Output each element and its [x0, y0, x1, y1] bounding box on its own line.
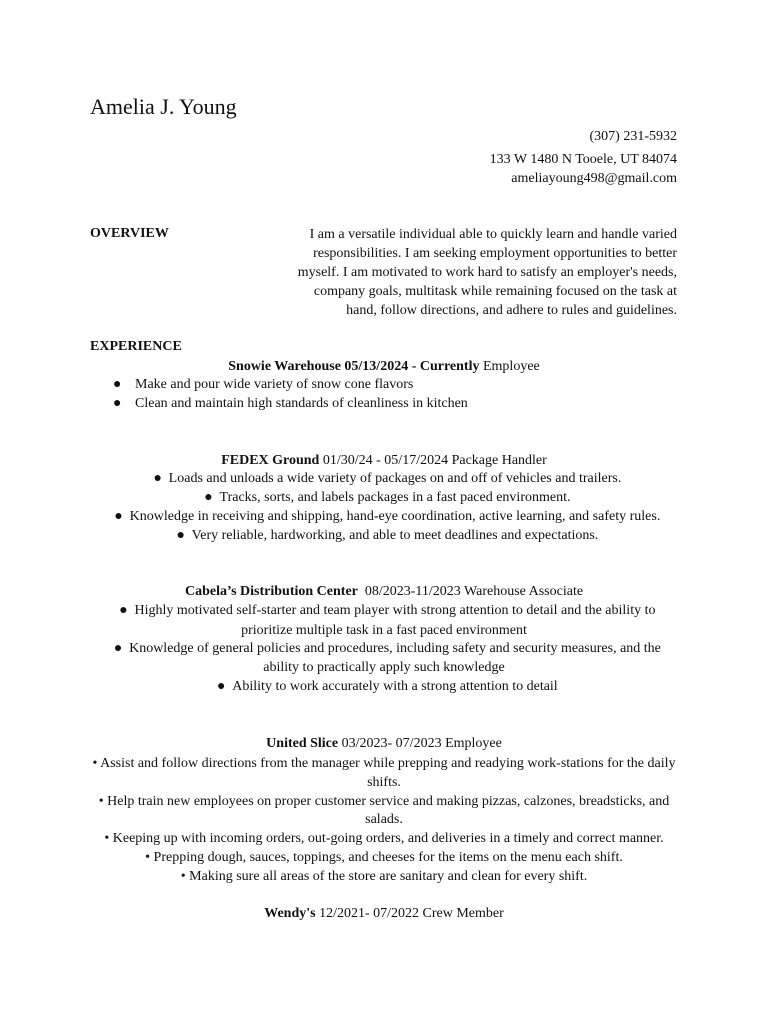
job-title-line: [90, 905, 678, 923]
employer-name: United Slice: [266, 736, 339, 751]
phone-number: (307) 231-5932: [589, 129, 677, 144]
job-bullet: [113, 395, 468, 413]
job-bullet-continuation: ability to practically apply such knowledge: [263, 660, 505, 675]
overview-text: [290, 225, 677, 320]
bullet-text: Knowledge of general policies and procedures, including safety and security measures, and the: [129, 641, 661, 656]
bullet-text: Clean and maintain high standards of cleanliness in kitchen: [135, 396, 468, 411]
applicant-name: Amelia J. Young: [90, 94, 237, 119]
experience-heading: EXPERIENCE: [90, 339, 182, 354]
job-bullet-continuation: salads.: [365, 812, 403, 827]
bullet-icon: ●: [176, 528, 185, 543]
bullet-text: Loads and unloads a wide variety of packages on and off of vehicles and trailers.: [168, 471, 622, 486]
job-bullet: • Making sure all areas of the store are sanitary and clean for every shift.: [180, 869, 588, 884]
bullet-icon: ●: [204, 490, 213, 505]
job-bullet-continuation: prioritize multiple task in a fast paced environment: [241, 623, 527, 638]
bullet-text: Tracks, sorts, and labels packages in a fast paced environment.: [219, 490, 571, 505]
address: 133 W 1480 N Tooele, UT 84074: [489, 152, 677, 167]
overview-line: hand, follow directions, and adhere to rules and guidelines.: [346, 303, 677, 318]
bullet-text: Very reliable, hardworking, and able to meet deadlines and expectations.: [191, 528, 599, 543]
bullet-icon: ●: [113, 396, 122, 411]
job-title-line: [90, 452, 678, 470]
bullet-icon: ●: [119, 603, 128, 618]
employer-name: Cabela’s Distribution Center: [184, 584, 358, 599]
overview-line: myself. I am motivated to work hard to satisfy an employer's needs,: [297, 265, 677, 280]
overview-line: responsibilities. I am seeking employment opportunities to better: [313, 246, 677, 261]
employer-name: FEDEX Ground: [221, 453, 320, 468]
job-bullet-continuation: shifts.: [367, 775, 401, 790]
job-bullet: [90, 640, 678, 658]
bullet-text: Knowledge in receiving and shipping, hand-eye coordination, active learning, and safety rules.: [129, 509, 661, 524]
overview-heading: OVERVIEW: [90, 226, 169, 241]
job-bullet: [90, 602, 678, 620]
job-details: Employee: [479, 359, 540, 374]
employer-name: Snowie Warehouse 05/13/2024 - Currently: [228, 359, 480, 374]
job-bullet: [90, 470, 678, 488]
job-details: 08/2023-11/2023 Warehouse Associate: [357, 584, 584, 599]
bullet-icon: ●: [153, 471, 162, 486]
bullet-text: Make and pour wide variety of snow cone flavors: [135, 377, 414, 392]
job-bullet: • Help train new employees on proper customer service and making pizzas, calzones, breadsticks, and: [98, 794, 670, 809]
employer-name: Wendy's: [264, 906, 316, 921]
job-details: 03/2023- 07/2023 Employee: [338, 736, 502, 751]
job-bullet: [90, 508, 678, 526]
job-bullet: • Keeping up with incoming orders, out-going orders, and deliveries in a timely and correct manner.: [104, 831, 664, 846]
bullet-icon: ●: [113, 377, 122, 392]
job-title-line: [90, 735, 678, 753]
job-details: 01/30/24 - 05/17/2024 Package Handler: [319, 453, 547, 468]
email-address: ameliayoung498@gmail.com: [511, 171, 677, 186]
bullet-text: Ability to work accurately with a strong attention to detail: [232, 679, 558, 694]
job-bullet: • Prepping dough, sauces, toppings, and cheeses for the items on the menu each shift.: [145, 850, 623, 865]
bullet-icon: ●: [217, 679, 226, 694]
job-bullet: [90, 489, 678, 507]
overview-line: I am a versatile individual able to quickly learn and handle varied: [309, 227, 677, 242]
bullet-text: Highly motivated self-starter and team player with strong attention to detail and the ability to: [134, 603, 656, 618]
bullet-icon: ●: [113, 641, 123, 656]
job-bullet: [90, 527, 678, 545]
job-title-line: [90, 358, 678, 376]
job-bullet: [113, 376, 413, 394]
job-bullet: [90, 678, 678, 696]
overview-line: company goals, multitask while remaining focused on the task at: [313, 284, 677, 299]
bullet-icon: ●: [114, 509, 123, 524]
job-details: 12/2021- 07/2022 Crew Member: [315, 906, 504, 921]
job-bullet: • Assist and follow directions from the manager while prepping and readying work-stations for the daily: [92, 756, 676, 771]
job-title-line: [90, 583, 678, 601]
